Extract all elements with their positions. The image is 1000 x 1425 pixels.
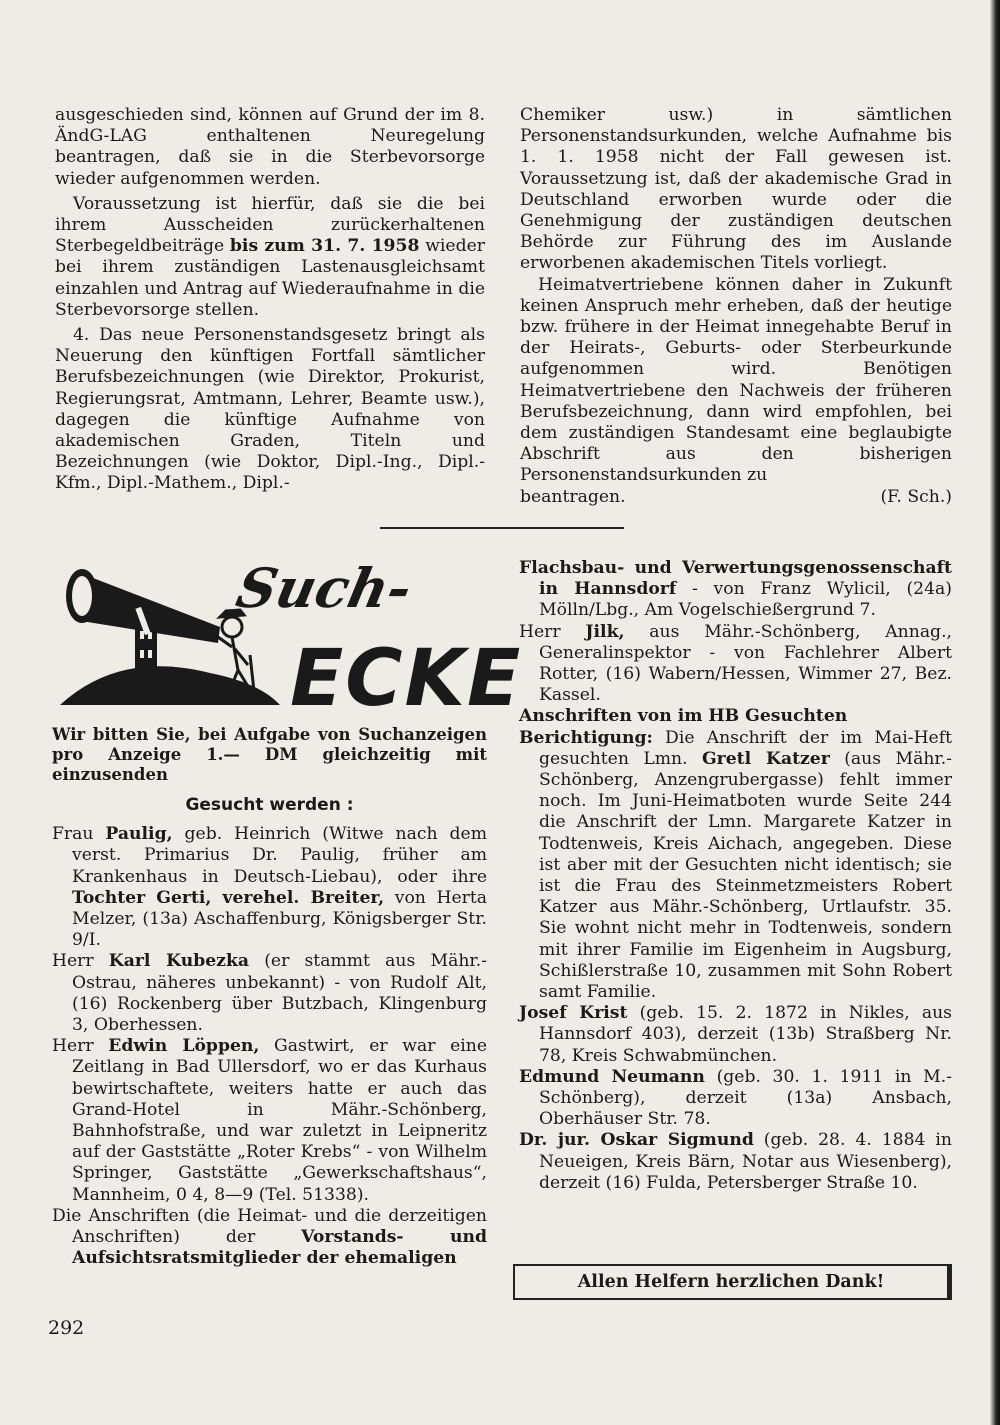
section-heading: Anschriften von im HB Gesuchten [519, 706, 848, 727]
logo-script-text: Such- [231, 556, 418, 620]
thanks-box: Allen Helfern herzlichen Dank! [513, 1264, 952, 1300]
page-edge-shadow [990, 0, 1000, 1425]
search-entry: Die Anschriften (die Heimat- und die derzeitigen Anschriften) der Vorstands- und Aufsichtsratsmitglieder der ehemaligen [52, 1205, 487, 1269]
fee-notice: Wir bitten Sie, bei Aufgabe von Suchanzeigen pro Anzeige 1.— DM gleichzeitig mit einzusenden [52, 725, 487, 784]
page-number: 292 [48, 1317, 85, 1339]
text: beantragen. [520, 486, 626, 507]
paragraph: ausgeschieden sind, können auf Grund der im 8. ÄndG-LAG enthaltenen Neuregelung beantragen, daß sie in die Sterbevorsorge wieder aufgenommen werden. [55, 105, 485, 189]
address-entry: Dr. jur. Oskar Sigmund (geb. 28. 4. 1884 in Neueigen, Kreis Bärn, Notar aus Wiesenberg), derzeit (16) Fulda, Petersberger Straße 10. [519, 1130, 952, 1193]
section-divider [380, 527, 624, 529]
search-entry: Flachsbau- und Verwertungsgenossenschaft in Hannsdorf - von Franz Wylicil, (24a) Mölln/Lbg., Am Vogelschießergrund 7. [519, 558, 952, 621]
paragraph: Chemiker usw.) in sämtlichen Personenstandsurkunden, welche Aufnahme bis 1. 1. 1958 nicht der Fall gewesen ist. Voraussetzung ist, daß der akademische Grad in Deutschland erworben wurde oder die Genehmigung der zuständigen deutschen Behörde zur Führung des im Auslande erworbenen akademischen Titels vorliegt. [520, 105, 952, 274]
text: Voraussetzung ist hierfür, daß sie die bei ihrem Ausscheiden zurückerhaltenen Sterbegeldbeiträge [55, 193, 485, 257]
section-heading: Gesucht werden : [185, 795, 354, 815]
signature-line [520, 487, 952, 508]
text: wieder bei ihrem zuständigen Lastenausgleichsamt einzahlen und Antrag auf Wiederaufnahme in die Sterbevorsorge stellen. [55, 236, 485, 320]
deadline-text: bis zum 31. 7. 1958 [229, 236, 420, 257]
paragraph: Heimatvertriebene können daher in Zukunft keinen Anspruch mehr erheben, daß der heutige bzw. frühere in der Heimat innegehabte Beruf in der Heirats-, Geburts- oder Sterbeurkunde aufgenommen wird. Benötigen Heimatvertriebene den Nachweis der früheren Berufsbezeichnung, dann wird empfohlen, bei dem zuständigen Standesamt eine beglaubigte Abschrift aus den bisherigen Personenstandsurkunden zu [520, 274, 952, 486]
search-entry: Herr Karl Kubezka (er stammt aus Mähr.-Ostrau, näheres unbekannt) - von Rudolf Alt, (16) Rockenberg über Butzbach, Klingenburg 3, Oberhessen. [52, 951, 488, 1036]
search-entry: Frau Paulig, geb. Heinrich (Witwe nach dem verst. Primarius Dr. Paulig, früher am Krankenhaus in Deutsch-Liebau), oder ihre Tochter Gerti, verehel. Breiter, von Herta Melzer, (13a) Aschaffenburg, Königsberger Str. 9/I. [52, 824, 487, 951]
such-ecke-logo [60, 555, 523, 724]
address-entry: Edmund Neumann (geb. 30. 1. 1911 in M.-Schönberg), derzeit (13a) Ansbach, Oberhäuser Str. 78. [519, 1066, 952, 1130]
search-column-right [519, 558, 952, 1194]
paragraph [55, 194, 485, 321]
correction-entry: Berichtigung: Die Anschrift der im Mai-Heft gesuchten Lmn. Gretl Katzer (aus Mähr.-Schönberg, Anzengrubergasse) fehlt immer noch. Im Juni-Heimatboten wurde Seite 244 die Anschrift der Lmn. Margarete Katzer in Todtenweis, Kreis Aichach, angegeben. Diese ist aber mit der Gesuchten nicht identisch; sie ist die Frau des Steinmetzmeisters Robert Katzer aus Mähr.-Schönberg, Urtlaufstr. 35. Sie wohnt nicht mehr in Todtenweis, sondern mit ihrer Familie im Eigenheim in Augsburg, Schißlerstraße 10, zusammen mit Sohn Robert samt Familie. [519, 727, 952, 1003]
search-entry: Herr Edwin Löppen, Gastwirt, er war eine Zeitlang in Bad Ullersdorf, wo er das Kurhaus bewirtschaftete, weiters hatte er auch das Grand-Hotel in Mähr.-Schönberg, Bahnhofstraße, und war zuletzt in Leipneritz auf der Gaststätte „Roter Krebs“ - von Wilhelm Springer, Gaststätte „Gewerkschaftshaus“, Mannheim, 0 4, 8—9 (Tel. 51338). [52, 1036, 487, 1205]
search-column-left [52, 725, 487, 1269]
article-column-left [55, 105, 485, 495]
paragraph: 4. Das neue Personenstandsgesetz bringt als Neuerung den künftigen Fortfall sämtlicher Berufsbezeichnungen (wie Direktor, Prokurist, Regierungsrat, Amtmann, Lehrer, Beamte usw.), dagegen die künftige Aufnahme von akademischen Graden, Titeln und Bezeichnungen (wie Doktor, Dipl.-Ing., Dipl.-Kfm., Dipl.-Mathem., Dipl.- [55, 325, 485, 494]
article-column-right [520, 105, 952, 508]
logo-block-text: ECKE [290, 634, 523, 724]
search-entry: Herr Jilk, aus Mähr.-Schönberg, Annag., Generalinspektor - von Fachlehrer Albert Rotter, (16) Wabern/Hessen, Wimmer 27, Bez. Kassel. [519, 621, 952, 706]
author-signature: (F. Sch.) [880, 486, 952, 507]
address-entry: Josef Krist (geb. 15. 2. 1872 in Nikles, aus Hannsdorf 403), derzeit (13b) Straßberg Nr. 78, Kreis Schwabmünchen. [519, 1003, 953, 1066]
